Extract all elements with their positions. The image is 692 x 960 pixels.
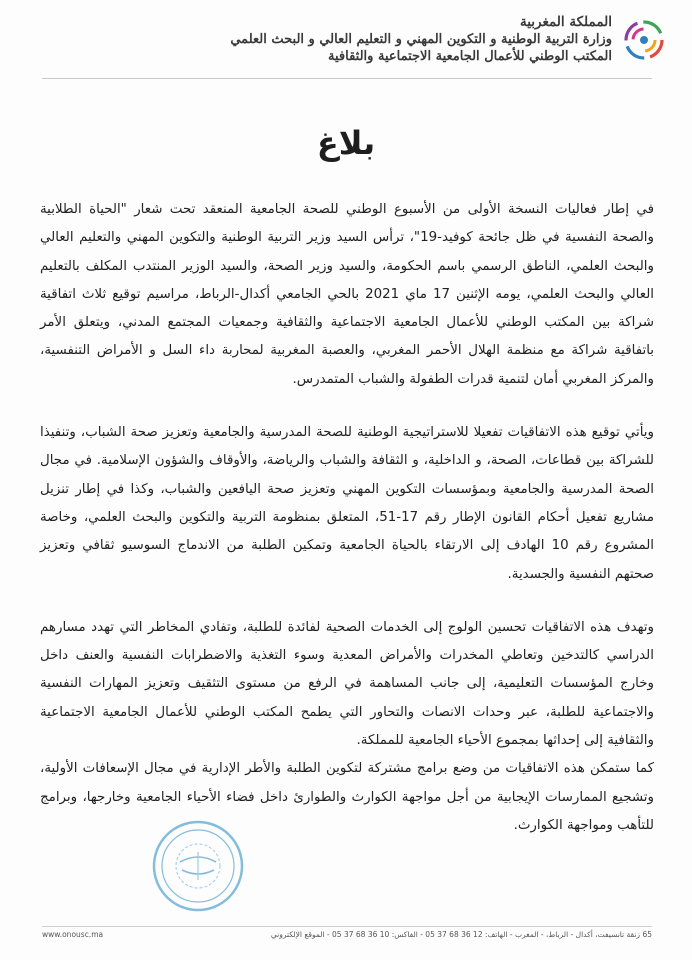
footer-website[interactable]: www.onousc.ma xyxy=(42,930,104,939)
document-title: بلاغ xyxy=(316,124,376,162)
paragraph-1: في إطار فعاليات النسخة الأولى من الأسبوع الوطني للصحة الجامعية المنعقد تحت شعار "الحياة الطلابية والصحة النفسية في ظل جائحة كوفيد-19"، ترأس السيد وزير التربية الوطنية والتكوين المهني والتعليم العالي والبحث العلمي، الناطق الرسمي باسم الحكومة، والسيد وزير الصحة، والسيد الوزير المنتدب المكلف بالتعليم العالي والبحث العلمي، يومه الإثنين 17 ماي 2021 بالحي الجامعي أكدال-الرباط، مراسيم توقيع ثلاث اتفاقية شراكة بين المكتب الوطني للأعمال الجامعية الاجتماعية والثقافية وجمعيات المجتمع المدني، ويتعلق الأمر باتفاقية شراكة مع منظمة الهلال الأحمر المغربي، والعصبة المغربية لمحاربة داء السل و الأمراض التنفسية، والمركز المغربي أمان لتنمية قدرات الطفولة والشباب المتمدرس. xyxy=(40,202,655,387)
letterhead-text xyxy=(52,14,612,65)
ministry-name: وزارة التربية الوطنية و التكوين المهني و التعليم العالي و البحث العلمي xyxy=(230,32,612,47)
footer xyxy=(42,930,652,939)
letterhead xyxy=(34,10,674,80)
office-name: المكتب الوطني للأعمال الجامعية الاجتماعية والثقافية xyxy=(328,49,612,64)
onousc-logo-icon xyxy=(622,16,666,64)
paragraph-2: ويأتي توقيع هذه الاتفاقيات تفعيلا للاستراتيجية الوطنية للصحة المدرسية والجامعية وتعزيز صحة الشباب، وتنفيذا للشراكة بين قطاعات، الصحة، و الداخلية، و الثقافة والشباب والرياضة، والأوقاف والشؤون الإسلامية. في مجال الصحة المدرسية والجامعية وبمؤسسات التكوين المهني وتعزيز صحة اليافعين والشباب، وكذا في إطار تنزيل مشاريع تفعيل أحكام القانون الإطار رقم 17-51، المتعلق بمنظومة التربية والتكوين والبحث العلمي، وخاصة المشروع رقم 10 الهادف إلى الارتقاء بالحياة الجامعية وتمكين الطلبة من الاندماج السوسيو ثقافي وتعزيز صحتهم النفسية والجسدية. xyxy=(40,425,655,582)
official-stamp-icon xyxy=(150,818,246,914)
kingdom-name: المملكة المغربية xyxy=(519,14,612,30)
document-body xyxy=(40,196,654,865)
paragraph-4: كما ستمكن هذه الاتفاقيات من وضع برامج مشتركة لتكوين الطلبة والأطر الإدارية في مجال الإسعافات الأولية، وتشجيع الممارسات الإيجابية من أجل مواجهة الكوارث والطوارئ داخل فضاء الأحياء الجامعية وخارجها، وبرامج للتأهب ومواجهة الكوارث. xyxy=(40,761,654,833)
footer-divider xyxy=(42,926,652,927)
footer-address: 65 زنقة تانسيفت، أكدال - الرباط، - المغرب - الهاتف: 12 36 68 37 05 - الفاكس: 10 36 68 37 05 - الموقع الإلكتروني xyxy=(270,930,652,939)
paragraph-3: وتهدف هذه الاتفاقيات تحسين الولوج إلى الخدمات الصحية لفائدة للطلبة، وتفادي المخاطر التي تهدد مسارهم الدراسي كالتدخين وتعاطي المخدرات والأمراض المعدية وسوء التغذية والاضطرابات النفسية والعنف داخل وخارج المؤسسات التعليمية، إلى جانب المساهمة في الرفع من مستوى التثقيف وتعزيز المهارات النفسية والاجتماعية للطلبة، عبر وحدات الانصات والتحاور التي يطمح المكتب الوطني للأعمال الجامعية الاجتماعية والثقافية إلى إحداثها بمجموع الأحياء الجامعية للمملكة. xyxy=(40,619,654,749)
header-divider xyxy=(42,78,652,79)
